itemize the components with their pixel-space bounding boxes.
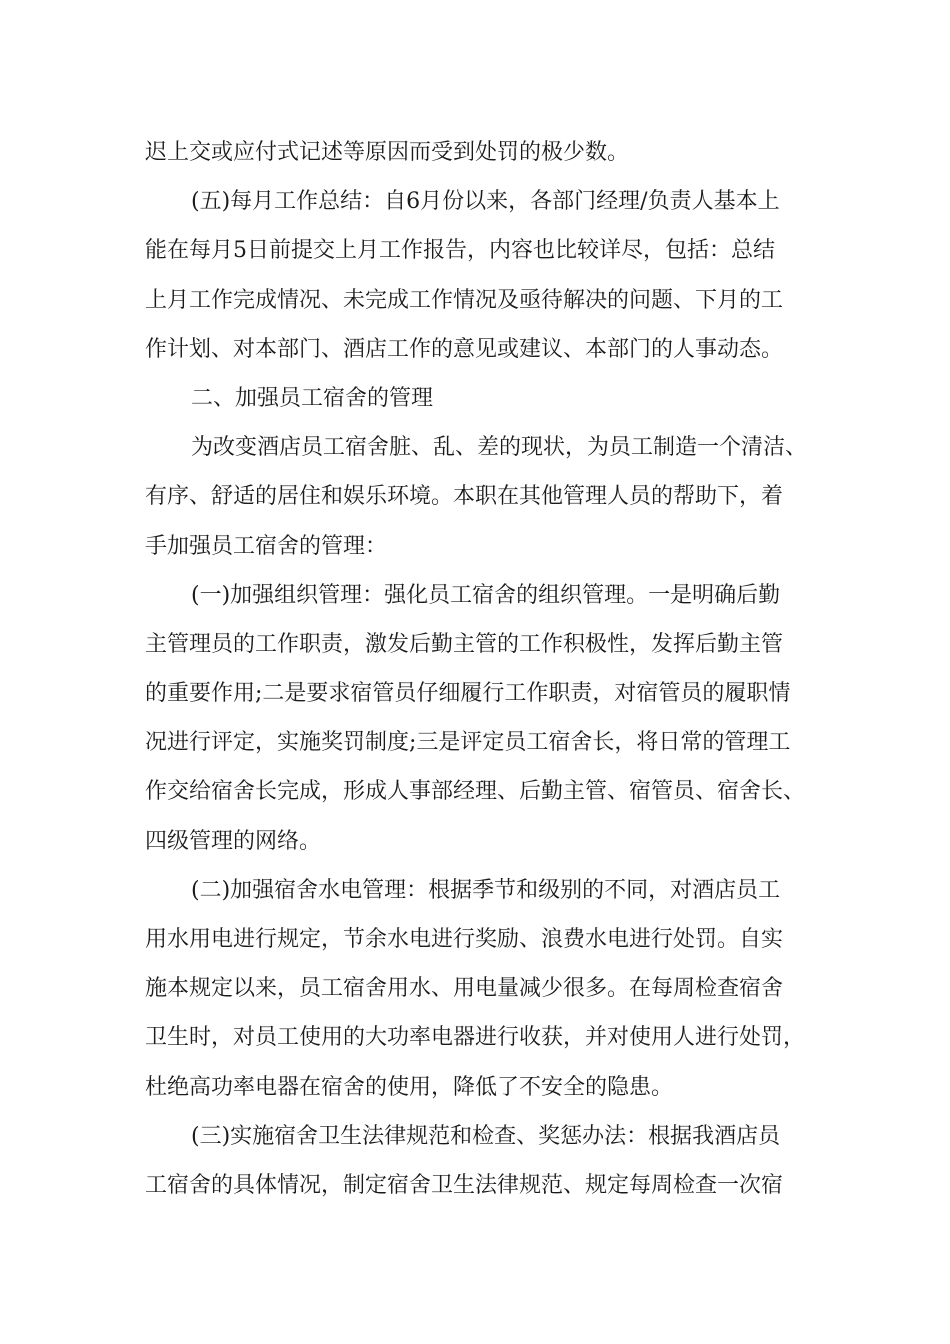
text-line: 的重要作用;二是要求宿管员仔细履行工作职责，对宿管员的履职情 — [145, 681, 791, 707]
text-line: 作计划、对本部门、酒店工作的意见或建议、本部门的人事动态。 — [145, 336, 784, 362]
text-line: 工宿舍的具体情况，制定宿舍卫生法律规范、规定每周检查一次宿 — [145, 1172, 784, 1198]
text-line: 为改变酒店员工宿舍脏、乱、差的现状，为员工制造一个清洁、 — [191, 435, 808, 461]
text-line: 作交给宿舍长完成，形成人事部经理、后勤主管、宿管员、宿舍长、 — [145, 779, 806, 805]
text-line: 主管理员的工作职责，激发后勤主管的工作积极性，发挥后勤主管 — [145, 631, 784, 657]
text-line: 杜绝高功率电器在宿舍的使用，降低了不安全的隐患。 — [145, 1074, 674, 1100]
text-line: 施本规定以来，员工宿舍用水、用电量减少很多。在每周检查宿舍 — [145, 976, 784, 1002]
text-line: (二)加强宿舍水电管理：根据季节和级别的不同，对酒店员工 — [191, 877, 781, 903]
text-line: 手加强员工宿舍的管理： — [145, 533, 388, 559]
text-line: 卫生时，对员工使用的大功率电器进行收获，并对使用人进行处罚， — [145, 1025, 806, 1051]
text-line: 有序、舒适的居住和娱乐环境。本职在其他管理人员的帮助下，着 — [145, 484, 784, 510]
text-line: (三)实施宿舍卫生法律规范和检查、奖惩办法：根据我酒店员 — [191, 1123, 781, 1149]
text-line: 况进行评定，实施奖罚制度;三是评定员工宿舍长，将日常的管理工 — [145, 730, 791, 756]
text-line: 迟上交或应付式记述等原因而受到处罚的极少数。 — [145, 140, 630, 165]
text-line: 用水用电进行规定，节余水电进行奖励、浪费水电进行处罚。自实 — [145, 927, 784, 952]
text-line: 二、加强员工宿舍的管理 — [191, 385, 434, 411]
text-line: 能在每月5日前提交上月工作报告，内容也比较详尽，包括：总结 — [145, 238, 775, 264]
text-line: (五)每月工作总结：自6月份以来，各部门经理/负责人基本上 — [191, 189, 780, 215]
text-line: 上月工作完成情况、未完成工作情况及亟待解决的问题、下月的工 — [145, 287, 784, 313]
text-line: (一)加强组织管理：强化员工宿舍的组织管理。一是明确后勤 — [191, 582, 781, 608]
text-line: 四级管理的网络。 — [145, 828, 322, 854]
document-body — [145, 128, 825, 1210]
